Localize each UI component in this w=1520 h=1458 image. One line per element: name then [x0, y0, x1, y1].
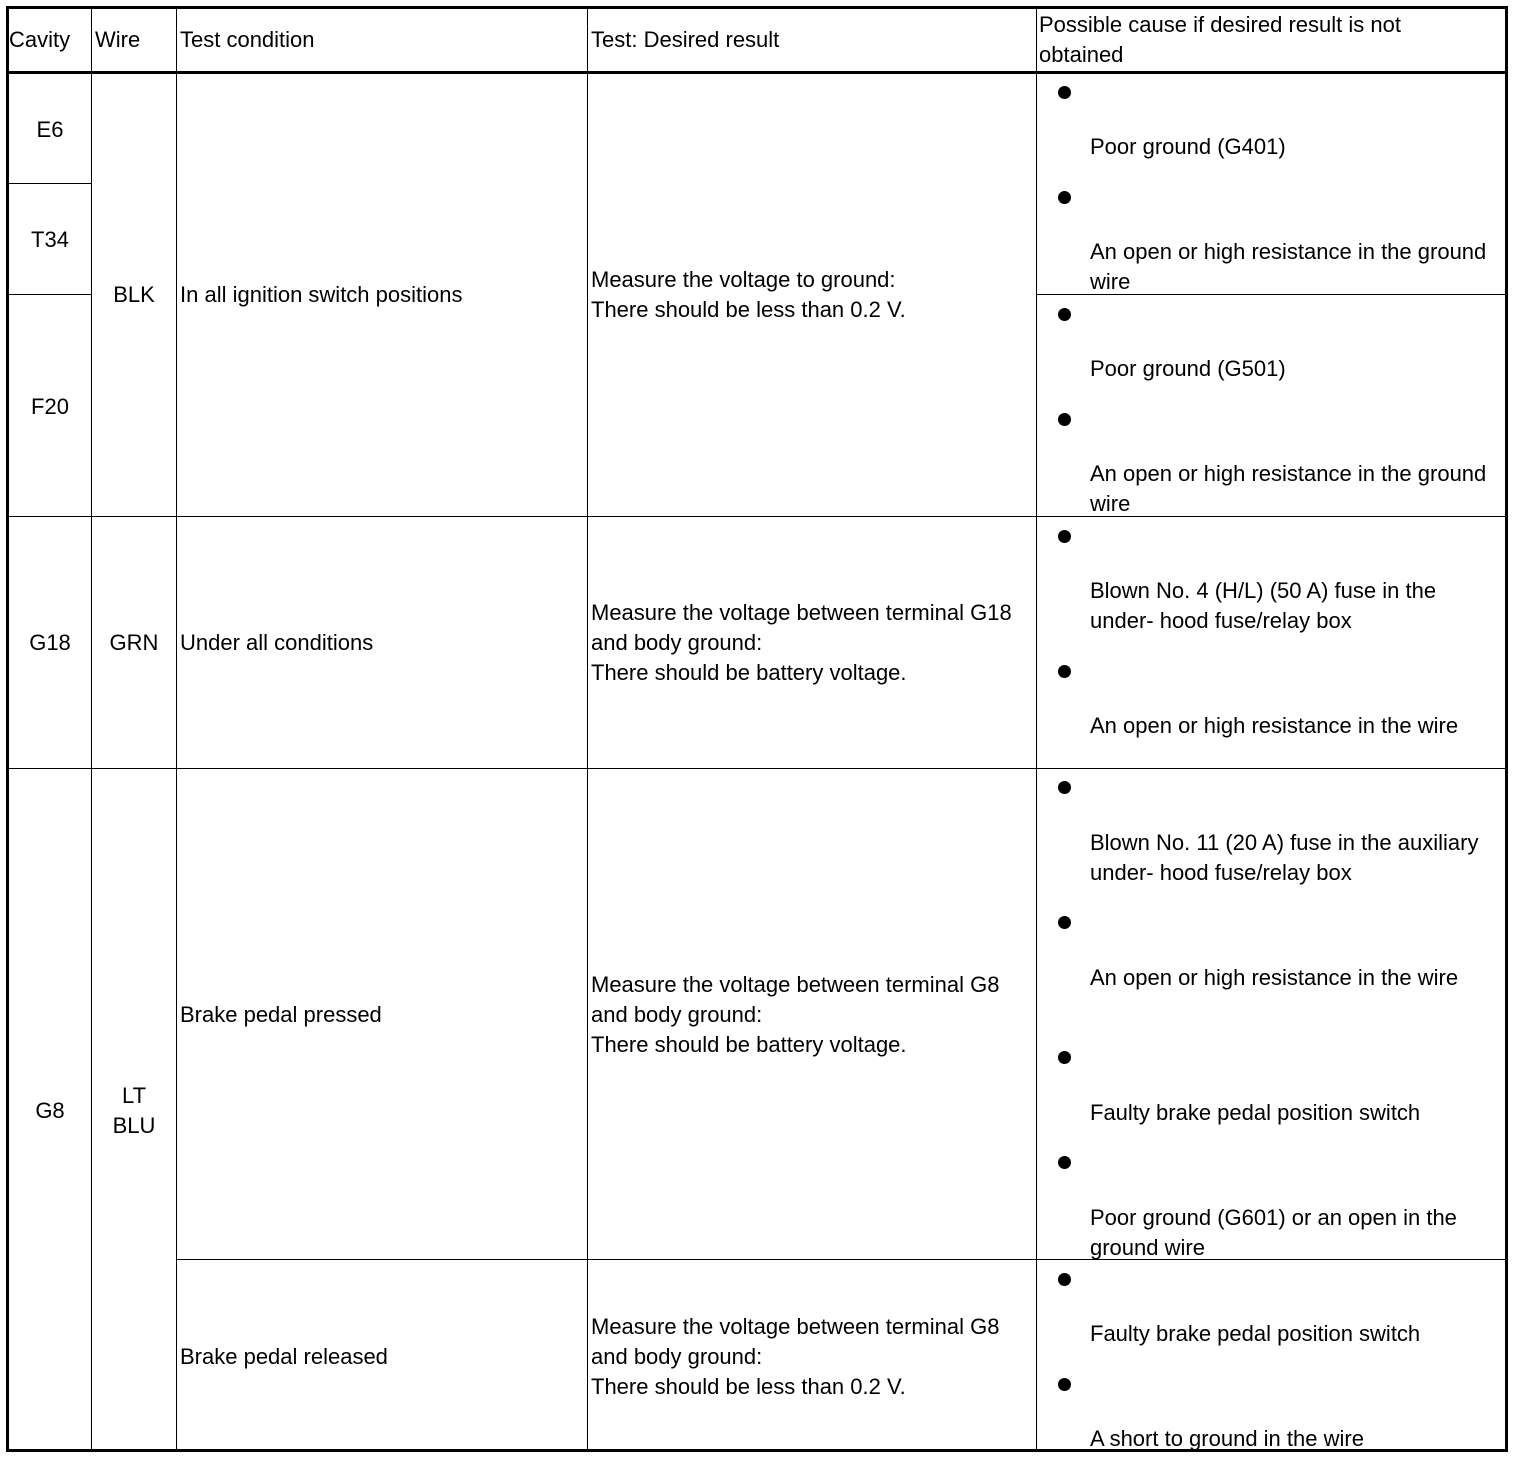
bullet-icon — [1058, 86, 1071, 99]
wire-lt-blu: LT BLU — [112, 1083, 156, 1138]
condition-released: Brake pedal released — [180, 1344, 388, 1369]
header-cavity: Cavity — [9, 27, 71, 52]
cause-item: Faulty brake pedal position switch — [1090, 1321, 1421, 1346]
result-g18: Measure the voltage between terminal G18 and body ground: There should be battery voltage. — [591, 600, 1012, 685]
col-divider-4 — [1036, 6, 1037, 1452]
cause-item: Faulty brake pedal position switch — [1090, 1100, 1421, 1125]
header-wire: Wire — [95, 27, 141, 52]
cause-item: Poor ground (G501) — [1090, 356, 1286, 381]
cause-item: An open or high resistance in the wire — [1090, 965, 1459, 990]
bullet-icon — [1058, 191, 1071, 204]
header-desired-result: Test: Desired result — [591, 27, 780, 52]
cavity-g8: G8 — [35, 1098, 65, 1123]
bullet-icon — [1058, 781, 1071, 794]
col-divider-3 — [587, 6, 588, 1452]
bullet-icon — [1058, 665, 1071, 678]
table-border-left — [6, 6, 9, 1452]
header-possible-cause: Possible cause if desired result is not obtained — [1039, 12, 1401, 67]
cause-item: A short to ground in the wire — [1090, 1426, 1364, 1451]
row-divider-g18-g8 — [6, 768, 1508, 769]
condition-pressed: Brake pedal pressed — [180, 1002, 382, 1027]
bullet-icon — [1058, 1156, 1071, 1169]
cause-item: Blown No. 11 (20 A) fuse in the auxiliary under- hood fuse/relay box — [1090, 830, 1479, 885]
result-ground: Measure the voltage to ground: There should be less than 0.2 V. — [591, 267, 906, 322]
header-divider — [6, 71, 1508, 74]
table-border-top — [6, 6, 1508, 9]
cause-item: Poor ground (G601) or an open in the ground wire — [1090, 1205, 1457, 1260]
row-divider-t34 — [6, 294, 91, 295]
result-released: Measure the voltage between terminal G8 and body ground: There should be less than 0.2 V. — [591, 1314, 1000, 1399]
result-pressed: Measure the voltage between terminal G8 and body ground: There should be battery voltage. — [591, 972, 1000, 1057]
bullet-icon — [1058, 1273, 1071, 1286]
bullet-icon — [1058, 413, 1071, 426]
col-divider-1 — [91, 6, 92, 1452]
wire-blk: BLK — [113, 282, 155, 307]
bullet-icon — [1058, 1378, 1071, 1391]
table-border-right — [1505, 6, 1508, 1452]
cause-item: Poor ground (G401) — [1090, 134, 1286, 159]
bullet-icon — [1058, 530, 1071, 543]
cavity-t34: T34 — [31, 227, 69, 252]
cavity-f20: F20 — [31, 394, 69, 419]
col-divider-2 — [176, 6, 177, 1452]
cause-item: An open or high resistance in the ground wire — [1090, 461, 1487, 516]
cavity-e6: E6 — [36, 117, 64, 142]
condition-ignition: In all ignition switch positions — [180, 282, 463, 307]
cavity-g18: G18 — [29, 630, 71, 655]
wire-grn: GRN — [109, 630, 159, 655]
bullet-icon — [1058, 1051, 1071, 1064]
cause-item: Blown No. 4 (H/L) (50 A) fuse in the under- hood fuse/relay box — [1090, 578, 1437, 633]
header-test-condition: Test condition — [180, 27, 315, 52]
cause-item: An open or high resistance in the ground wire — [1090, 239, 1487, 294]
row-divider-e6 — [6, 183, 91, 184]
bullet-icon — [1058, 308, 1071, 321]
condition-all: Under all conditions — [180, 630, 374, 655]
cause-item: An open or high resistance in the wire — [1090, 713, 1459, 738]
bullet-icon — [1058, 916, 1071, 929]
